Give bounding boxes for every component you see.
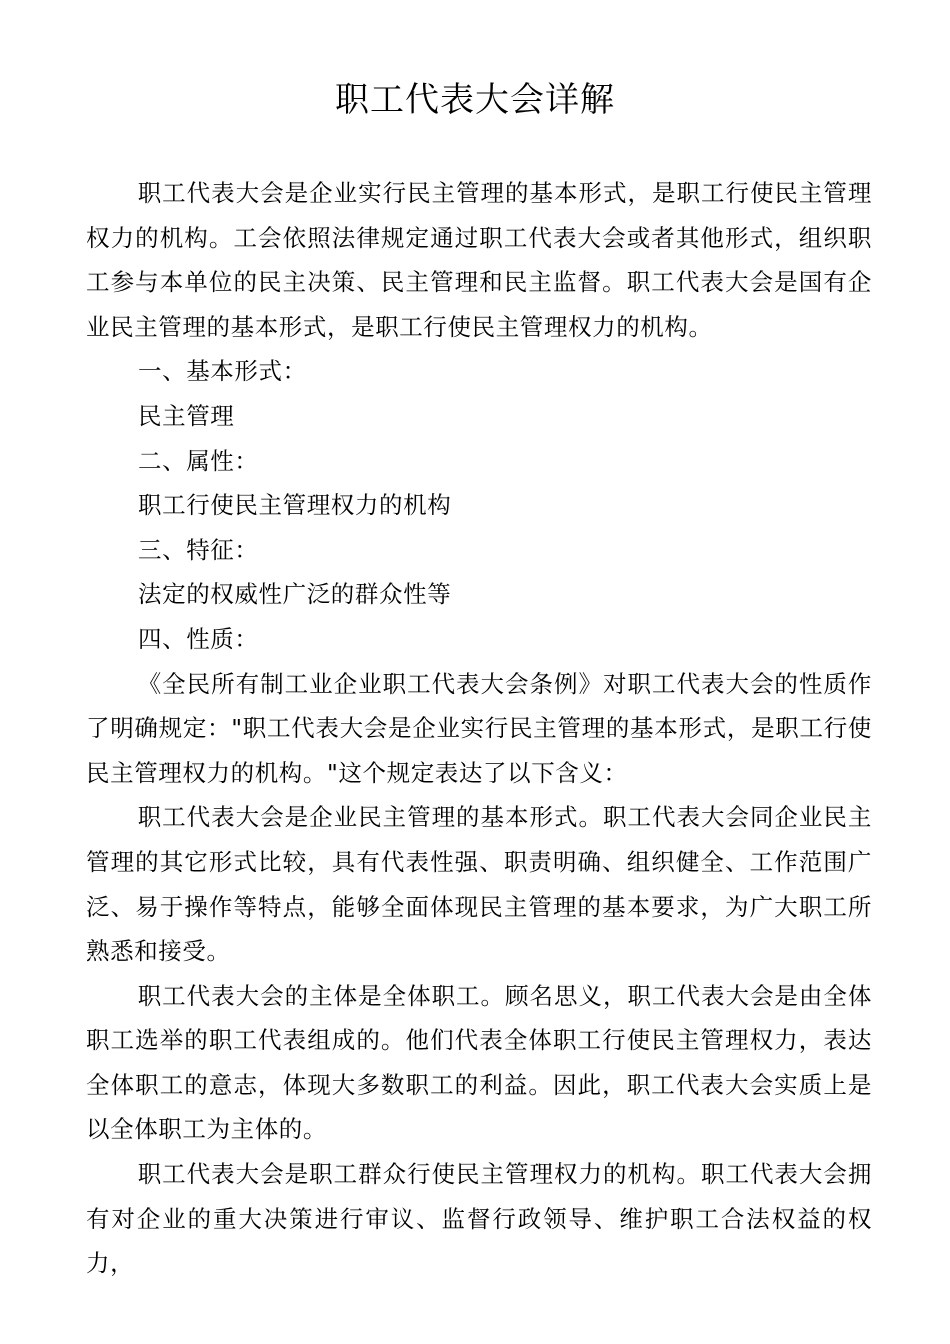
paragraph-subject: 职工代表大会的主体是全体职工。顾名思义，职工代表大会是由全体职工选举的职工代表组成的。他们代表全体职工行使民主管理权力，表达全体职工的意志，体现大多数职工的利益。因此，职工代表大会实质上是以全体职工为主体的。 [86, 981, 872, 1144]
paragraph-intro: 职工代表大会是企业实行民主管理的基本形式，是职工行使民主管理权力的机构。工会依照法律规定通过职工代表大会或者其他形式，组织职工参与本单位的民主决策、民主管理和民主监督。职工代表大会是国有企业民主管理的基本形式，是职工行使民主管理权力的机构。 [86, 179, 872, 341]
heading-attribute: 二、属性： [138, 446, 259, 475]
paragraph-features: 法定的权威性广泛的群众性等 [138, 580, 452, 609]
paragraph-basic-form-detail: 职工代表大会是企业民主管理的基本形式。职工代表大会同企业民主管理的其它形式比较，具有代表性强、职责明确、组织健全、工作范围广泛、易于操作等特点，能够全面体现民主管理的基本要求，为广大职工所熟悉和接受。 [86, 803, 872, 966]
paragraph-regulation: 《全民所有制工业企业职工代表大会条例》对职工代表大会的性质作了明确规定："职工代表大会是企业实行民主管理的基本形式，是职工行使民主管理权力的机构。"这个规定表达了以下含义： [86, 669, 872, 787]
document-body [86, 171, 872, 1286]
heading-nature: 四、性质： [138, 624, 259, 653]
document-title: 职工代表大会详解 [335, 80, 615, 120]
paragraph-institution: 职工代表大会是职工群众行使民主管理权力的机构。职工代表大会拥有对企业的重大决策进行审议、监督行政领导、维护职工合法权益的权力， [86, 1160, 872, 1278]
heading-basic-form: 一、基本形式： [138, 357, 307, 386]
paragraph-basic-form: 民主管理 [138, 401, 235, 430]
paragraph-attribute: 职工行使民主管理权力的机构 [138, 491, 452, 520]
heading-features: 三、特征： [138, 535, 259, 564]
